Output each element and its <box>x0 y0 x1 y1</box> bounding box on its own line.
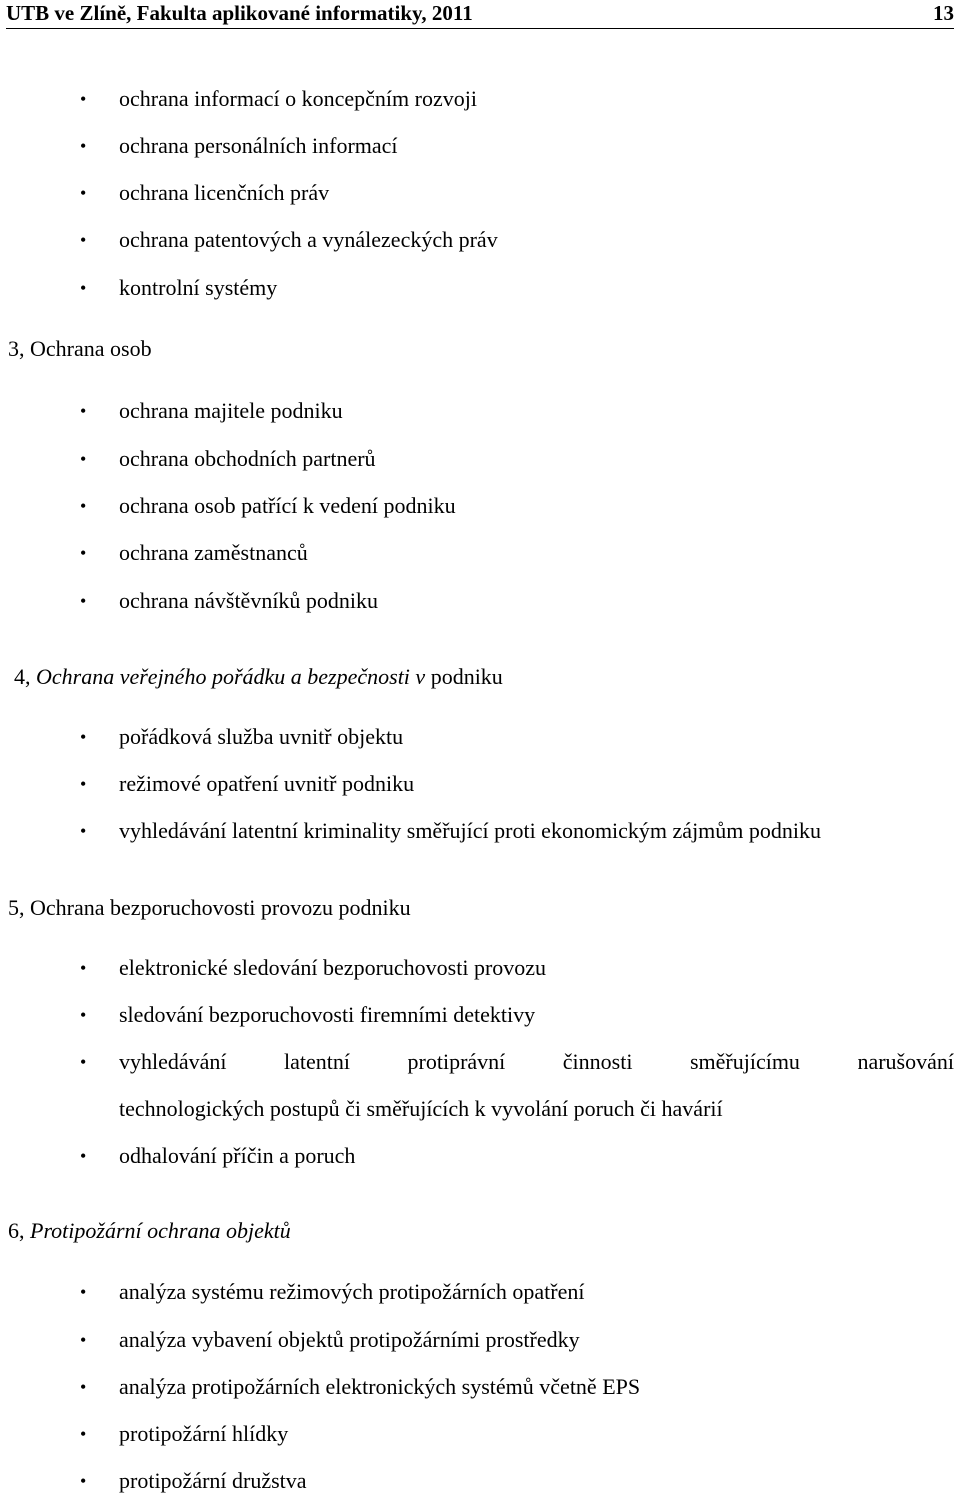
bullet-icon: • <box>80 1282 87 1302</box>
word: činnosti <box>562 1049 633 1074</box>
section-heading <box>8 1218 960 1244</box>
list-item-text: protipožární hlídky <box>119 1421 289 1446</box>
list-item-text: protipožární družstva <box>119 1468 307 1493</box>
page-number: 13 <box>933 1 954 25</box>
bullet-icon: • <box>80 821 87 841</box>
section-heading-italic: Ochrana veřejného pořádku a bezpečnosti v <box>36 664 426 689</box>
bullet-icon: • <box>80 958 87 978</box>
bullet-icon: • <box>80 1471 87 1491</box>
section-heading-text: 3, Ochrana osob <box>8 336 152 361</box>
list-item-text: ochrana informací o koncepčním rozvoji <box>119 86 477 111</box>
list-item-text: ochrana návštěvníků podniku <box>119 588 379 613</box>
bullet-icon: • <box>80 1005 87 1025</box>
bullet-icon: • <box>80 278 87 298</box>
list-item-text: ochrana licenčních práv <box>119 180 330 205</box>
word: latentní <box>284 1049 351 1074</box>
list-item-text: ochrana personálních informací <box>119 133 398 158</box>
list-item-text: ochrana majitele podniku <box>119 398 343 423</box>
list-item-text: vyhledávání latentní kriminality směřující proti ekonomickým zájmům podniku <box>119 818 822 843</box>
bullet-icon: • <box>80 449 87 469</box>
section-heading-text: 5, Ochrana bezporuchovosti provozu podniku <box>8 895 411 920</box>
bullet-icon: • <box>80 89 87 109</box>
word: směřujícímu <box>689 1049 800 1074</box>
bullet-icon: • <box>80 496 87 516</box>
bullet-icon: • <box>80 1330 87 1350</box>
list-item-text: ochrana zaměstnanců <box>119 540 308 565</box>
bullet-icon: • <box>80 1424 87 1444</box>
list-item-text: analýza systému režimových protipožárních opatření <box>119 1279 585 1304</box>
list-item-text: sledování bezporuchovosti firemními detektivy <box>119 1002 536 1027</box>
word: protiprávní <box>407 1049 506 1074</box>
bullet-icon: • <box>80 136 87 156</box>
bullet-icon: • <box>80 183 87 203</box>
section-heading-italic: Protipožární ochrana objektů <box>30 1218 291 1243</box>
list-item-text: analýza vybavení objektů protipožárními prostředky <box>119 1327 580 1352</box>
section-heading-prefix: 4, <box>14 664 36 689</box>
list-item-text: kontrolní systémy <box>119 275 278 300</box>
list-item-text: analýza protipožárních elektronických systémů včetně EPS <box>119 1374 641 1399</box>
word: vyhledávání <box>119 1049 227 1074</box>
list-item-text: ochrana osob patřící k vedení podniku <box>119 493 456 518</box>
list-item-justified-line <box>119 1049 954 1075</box>
section-heading-suffix: podniku <box>425 664 503 689</box>
section-heading <box>14 664 960 690</box>
bullet-icon: • <box>80 1052 87 1072</box>
word: narušování <box>857 1049 954 1074</box>
bullet-icon: • <box>80 543 87 563</box>
bullet-icon: • <box>80 591 87 611</box>
list-item-text: pořádková služba uvnitř objektu <box>119 724 404 749</box>
list-item-text: elektronické sledování bezporuchovosti provozu <box>119 955 547 980</box>
list-item-text: ochrana obchodních partnerů <box>119 446 376 471</box>
page-header <box>6 0 954 29</box>
list-item-text: odhalování příčin a poruch <box>119 1143 356 1168</box>
list-item-text: technologických postupů či směřujících k vyvolání poruch či havárií <box>119 1096 723 1121</box>
section-heading-prefix: 6, <box>8 1218 30 1243</box>
bullet-icon: • <box>80 1377 87 1397</box>
document-title: UTB ve Zlíně, Fakulta aplikované informatiky, 2011 <box>6 1 473 25</box>
bullet-icon: • <box>80 1146 87 1166</box>
bullet-icon: • <box>80 401 87 421</box>
bullet-icon: • <box>80 230 87 250</box>
section-heading <box>8 895 960 921</box>
list-item-text: režimové opatření uvnitř podniku <box>119 771 415 796</box>
section-heading <box>8 336 960 362</box>
list-item-text: ochrana patentových a vynálezeckých práv <box>119 227 498 252</box>
bullet-icon: • <box>80 727 87 747</box>
bullet-icon: • <box>80 774 87 794</box>
list-item-continuation <box>119 1096 960 1122</box>
